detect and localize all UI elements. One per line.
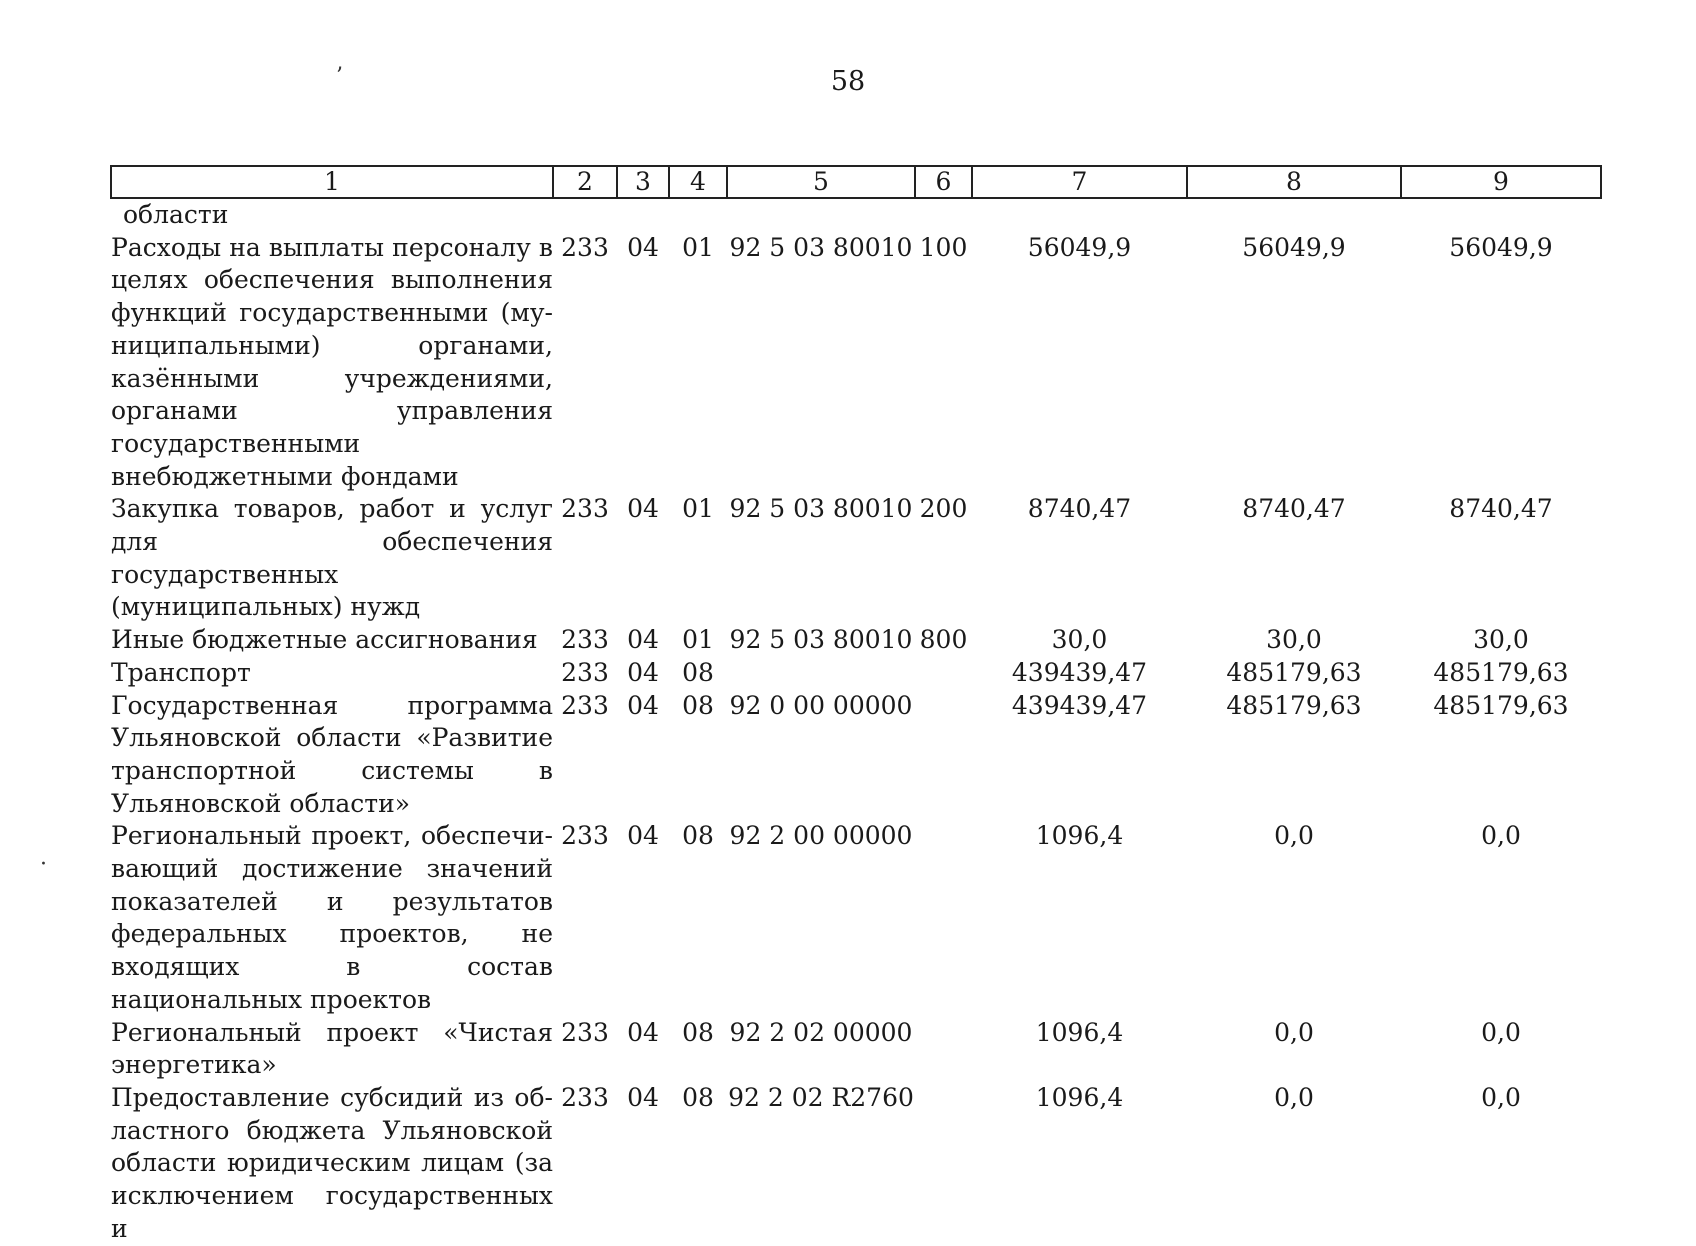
grbs-cell: 233 <box>561 690 609 720</box>
amount-col8: 0,0 <box>1274 821 1314 851</box>
expense-type-cell <box>915 1017 972 1082</box>
column-header: 3 <box>617 166 669 198</box>
amount-col9: 0,0 <box>1481 821 1521 851</box>
row-name: Транспорт <box>111 657 251 687</box>
amount-col8: 0,0 <box>1274 1082 1314 1112</box>
grbs-cell: 233 <box>561 625 609 655</box>
scan-speck: · <box>40 852 47 877</box>
row-name: Предоставление субсидий из областного бюджета Ульяновской области юридическим лицам (за исключением государственных и <box>111 1082 553 1243</box>
row-name: Иные бюджетные ассигнования <box>111 625 538 655</box>
amount-col9: 485179,63 <box>1433 657 1569 687</box>
amount-col8: 30,0 <box>1266 625 1322 655</box>
row-name: Закупка товаров, работ и услуг для обеспечения государственных (муниципальных) нужд <box>111 494 553 622</box>
column-header: 1 <box>111 166 553 198</box>
target-article-cell <box>727 657 915 690</box>
budget-table <box>110 165 1602 1246</box>
amount-col7: 1096,4 <box>1035 821 1124 851</box>
grbs-cell: 233 <box>561 1082 609 1112</box>
subsection-cell: 01 <box>682 625 714 655</box>
amount-col9: 8740,47 <box>1449 494 1553 524</box>
table-row <box>111 657 1601 690</box>
row-name: Расходы на выплаты персоналу в целях обеспечения выполнения функций государственными (муниципальными) органами, казёнными учреждениями, органами управления государственными внебюджетными фондами <box>111 232 553 491</box>
target-article-cell: 92 5 03 80010 <box>729 625 913 655</box>
section-cell: 04 <box>627 690 659 720</box>
section-cell: 04 <box>627 494 659 524</box>
expense-type-cell <box>915 690 972 821</box>
amount-col7: 1096,4 <box>1035 1082 1124 1112</box>
amount-col7: 56049,9 <box>1027 232 1132 262</box>
grbs-cell: 233 <box>561 232 609 262</box>
amount-col7: 1096,4 <box>1035 1017 1124 1047</box>
amount-col7: 8740,47 <box>1027 494 1132 524</box>
amount-col8: 485179,63 <box>1226 657 1362 687</box>
amount-col8: 0,0 <box>1274 1017 1314 1047</box>
amount-col7: 439439,47 <box>1011 657 1148 687</box>
table-row <box>111 624 1601 657</box>
expense-type-cell: 800 <box>919 625 968 655</box>
grbs-cell: 233 <box>561 821 609 851</box>
amount-col9: 0,0 <box>1481 1017 1521 1047</box>
amount-col7: 30,0 <box>1051 625 1108 655</box>
grbs-cell: 233 <box>561 1017 609 1047</box>
expense-type-cell <box>915 1082 972 1246</box>
section-cell: 04 <box>627 657 659 687</box>
subsection-cell: 08 <box>682 690 714 720</box>
amount-col9: 56049,9 <box>1449 232 1553 262</box>
target-article-cell: 92 2 02 R2760 <box>728 1082 914 1112</box>
subsection-cell: 01 <box>682 494 714 524</box>
column-header: 9 <box>1401 166 1601 198</box>
section-cell: 04 <box>627 1017 659 1047</box>
column-header: 2 <box>553 166 617 198</box>
table-row <box>111 1082 1601 1246</box>
target-article-cell: 92 2 00 00000 <box>729 821 913 851</box>
table-row <box>111 820 1601 1016</box>
target-article-cell: 92 2 02 00000 <box>729 1017 913 1047</box>
row-name: Государственная программа Ульяновской области «Развитие транспортной системы в Ульяновской области» <box>111 690 553 818</box>
expense-type-cell: 200 <box>919 494 968 524</box>
page-number: 58 <box>830 66 866 97</box>
amount-col8: 8740,47 <box>1242 494 1346 524</box>
amount-col8: 56049,9 <box>1242 232 1346 262</box>
expense-type-cell <box>915 820 972 1016</box>
expense-type-cell: 100 <box>919 232 968 262</box>
table-row <box>111 690 1601 821</box>
amount-col9: 485179,63 <box>1433 690 1569 720</box>
target-article-cell: 92 5 03 80010 <box>729 232 913 262</box>
amount-col9: 0,0 <box>1481 1082 1521 1112</box>
section-cell: 04 <box>627 232 659 262</box>
section-cell: 04 <box>627 1082 659 1112</box>
section-cell: 04 <box>627 625 659 655</box>
row-name: Региональный проект «Чистая энергетика» <box>111 1017 553 1080</box>
table-row <box>111 1017 1601 1082</box>
expense-type-cell <box>915 657 972 690</box>
column-header: 7 <box>972 166 1187 198</box>
section-cell: 04 <box>627 821 659 851</box>
scan-speck: ’ <box>336 64 343 89</box>
amount-col7: 439439,47 <box>1011 690 1148 720</box>
grbs-cell: 233 <box>561 494 609 524</box>
subsection-cell: 08 <box>682 1017 714 1047</box>
grbs-cell: 233 <box>561 657 609 687</box>
column-header: 6 <box>915 166 972 198</box>
column-number-row <box>111 166 1601 198</box>
column-header: 8 <box>1187 166 1401 198</box>
column-header: 5 <box>727 166 915 198</box>
subsection-cell: 08 <box>682 1082 714 1112</box>
continuation-row <box>111 198 1601 232</box>
subsection-cell: 01 <box>682 232 714 262</box>
row-name: области <box>123 200 229 229</box>
subsection-cell: 08 <box>682 657 714 687</box>
table-row <box>111 232 1601 494</box>
amount-col9: 30,0 <box>1473 625 1529 655</box>
subsection-cell: 08 <box>682 821 714 851</box>
target-article-cell: 92 5 03 80010 <box>729 494 913 524</box>
row-name: Региональный проект, обеспечивающий достижение значений показателей и результатов федеральных проектов, не входящих в состав национальных проектов <box>111 821 553 1014</box>
amount-col8: 485179,63 <box>1226 690 1362 720</box>
column-header: 4 <box>669 166 727 198</box>
target-article-cell: 92 0 00 00000 <box>729 690 913 720</box>
table-row <box>111 493 1601 624</box>
